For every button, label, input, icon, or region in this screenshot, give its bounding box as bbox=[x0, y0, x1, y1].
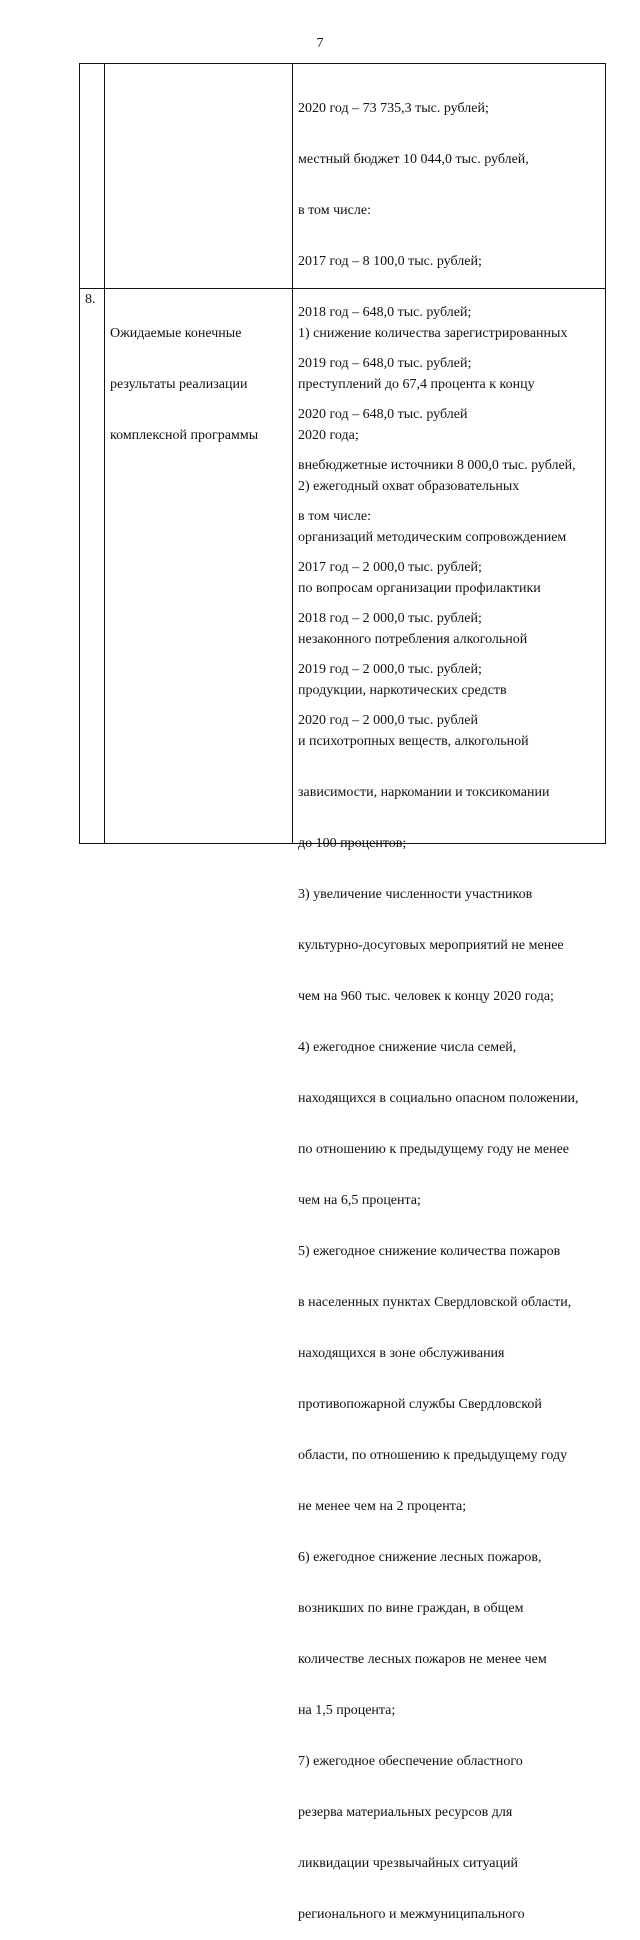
continuation-line: в том числе: bbox=[298, 203, 371, 218]
row-content-line: незаконного потребления алкогольной bbox=[298, 632, 528, 647]
table-col2-divider bbox=[292, 63, 293, 844]
row-content-line: преступлений до 67,4 процента к концу bbox=[298, 377, 535, 392]
continuation-line: 2018 год – 2 000,0 тыс. рублей; bbox=[298, 611, 482, 626]
continuation-line: 2019 год – 2 000,0 тыс. рублей; bbox=[298, 662, 482, 677]
row-content-line: по вопросам организации профилактики bbox=[298, 581, 541, 596]
continuation-line: 2018 год – 648,0 тыс. рублей; bbox=[298, 305, 472, 320]
continuation-line: в том числе: bbox=[298, 509, 371, 524]
table-top-border bbox=[79, 63, 606, 64]
row-content-line: в населенных пунктах Свердловской области, bbox=[298, 1295, 572, 1310]
row-content-line: 2020 года; bbox=[298, 428, 359, 443]
continuation-line: 2020 год – 648,0 тыс. рублей bbox=[298, 407, 468, 422]
row-content-line: чем на 960 тыс. человек к концу 2020 года; bbox=[298, 989, 554, 1004]
continuation-line: 2020 год – 2 000,0 тыс. рублей bbox=[298, 713, 478, 728]
row-content-line: находящихся в зоне обслуживания bbox=[298, 1346, 505, 1361]
row-content-line: продукции, наркотических средств bbox=[298, 683, 507, 698]
row-content-line: 4) ежегодное снижение числа семей, bbox=[298, 1040, 517, 1055]
row-title bbox=[110, 291, 258, 461]
row-content-line: 1) снижение количества зарегистрированных bbox=[298, 326, 568, 341]
row-content-line: до 100 процентов; bbox=[298, 836, 407, 851]
row-content-line: организаций методическим сопровождением bbox=[298, 530, 567, 545]
table-right-border bbox=[605, 63, 606, 844]
continuation-line: местный бюджет 10 044,0 тыс. рублей, bbox=[298, 152, 529, 167]
row-content-line: зависимости, наркомании и токсикомании bbox=[298, 785, 550, 800]
row-content-line: регионального и межмуниципального bbox=[298, 1907, 525, 1922]
continuation-line: 2019 год – 648,0 тыс. рублей; bbox=[298, 356, 472, 371]
row-content-line: количестве лесных пожаров не менее чем bbox=[298, 1652, 547, 1667]
row-content-line: области, по отношению к предыдущему году bbox=[298, 1448, 568, 1463]
row-content-line: противопожарной службы Свердловской bbox=[298, 1397, 542, 1412]
row-title-line: Ожидаемые конечные bbox=[110, 326, 242, 341]
continuation-line: 2017 год – 8 100,0 тыс. рублей; bbox=[298, 254, 482, 269]
row-number: 8. bbox=[85, 292, 96, 307]
row-title-line: результаты реализации bbox=[110, 377, 248, 392]
row-content-line: и психотропных веществ, алкогольной bbox=[298, 734, 529, 749]
row-content-line: 2) ежегодный охват образовательных bbox=[298, 479, 520, 494]
row-content-line: 3) увеличение численности участников bbox=[298, 887, 533, 902]
continuation-line: 2017 год – 2 000,0 тыс. рублей; bbox=[298, 560, 482, 575]
row-content-line: не менее чем на 2 процента; bbox=[298, 1499, 467, 1514]
row-content-line: чем на 6,5 процента; bbox=[298, 1193, 421, 1208]
row-content-line: ликвидации чрезвычайных ситуаций bbox=[298, 1856, 518, 1871]
row-content-line: 5) ежегодное снижение количества пожаров bbox=[298, 1244, 561, 1259]
row-content-line: возникших по вине граждан, в общем bbox=[298, 1601, 524, 1616]
continuation-line: 2020 год – 73 735,3 тыс. рублей; bbox=[298, 101, 489, 116]
row-content-line: 7) ежегодное обеспечение областного bbox=[298, 1754, 523, 1769]
row-content-line: 6) ежегодное снижение лесных пожаров, bbox=[298, 1550, 542, 1565]
row-content-line: по отношению к предыдущему году не менее bbox=[298, 1142, 569, 1157]
row-content-line: резерва материальных ресурсов для bbox=[298, 1805, 513, 1820]
row-content-line: культурно-досуговых мероприятий не менее bbox=[298, 938, 564, 953]
row-content-line: на 1,5 процента; bbox=[298, 1703, 396, 1718]
table-left-border bbox=[79, 63, 80, 844]
row-title-line: комплексной программы bbox=[110, 428, 259, 443]
continuation-line: внебюджетные источники 8 000,0 тыс. рублей, bbox=[298, 458, 576, 473]
table-col1-divider bbox=[104, 63, 105, 844]
row-content bbox=[298, 291, 579, 1940]
row-content-line: находящихся в социально опасном положении, bbox=[298, 1091, 579, 1106]
page-number: 7 bbox=[316, 36, 324, 51]
